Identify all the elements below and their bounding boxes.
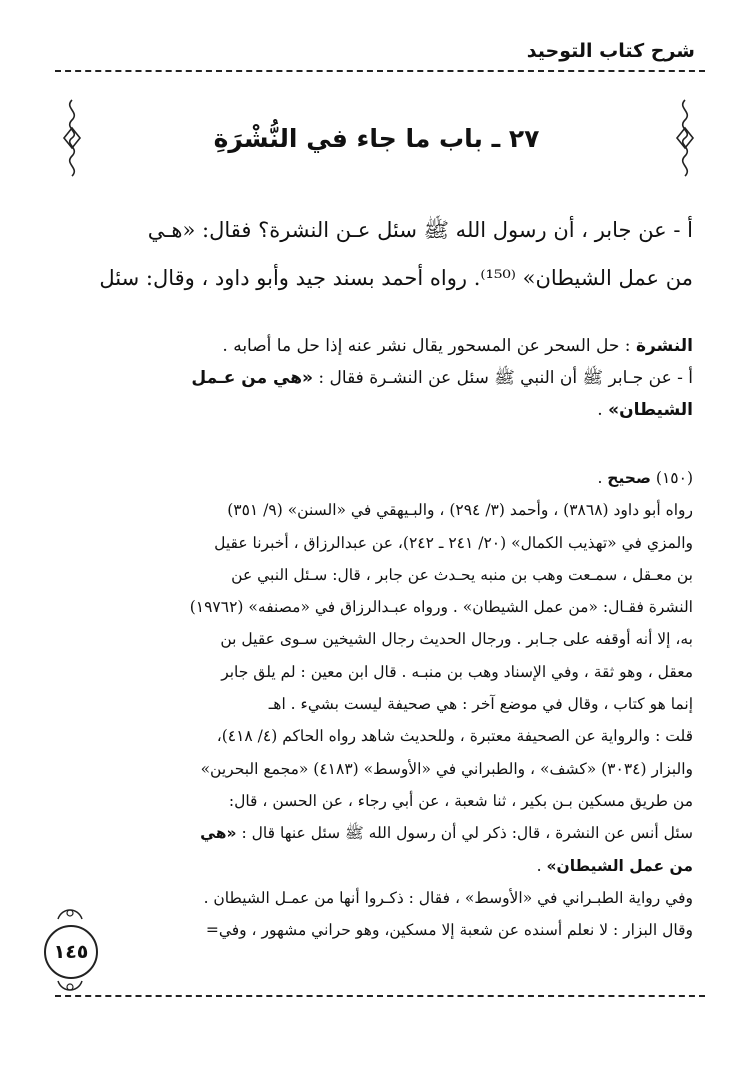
footnote-line: قلت : والرواية عن الصحيفة معتبرة ، وللحديث شاهد رواه الحاكم (٤/ ٤١٨)،	[216, 727, 693, 746]
page-number-badge	[38, 905, 102, 995]
footnote-line: والمزي في «تهذيب الكمال» (٢٠/ ٢٤١ ـ ٢٤٢)، عن عبدالرزاق ، أخبرنا عقيل	[214, 533, 693, 552]
commentary: النشرة : حل السحر عن المسحور يقال نشر عنه إذا حل ما أصابه . أ - عن جـابر ﷺ أن النبي ﷺ سئل عن النشـرة فقال : «هي من عـمل الشيطان» .	[191, 336, 693, 420]
running-title: شرح كتاب التوحيد	[526, 40, 695, 62]
footnote-block: (١٥٠) صحيح . رواه أبو داود (٣٨٦٨) ، وأحمد (٣/ ٢٩٤) ، والبـيهقي في «السنن» (٩/ ٣٥١) والمزي في «تهذيب الكمال» (٢٠/ ٢٤١ ـ ٢٤٢)، عن عبدالرزاق ، أخبرنا عقيل بن معـقل ، سمـعت وهب بن منبه يحـدث عن جابر ، قال: سـئل النبي عن النشرة فقـال: «من عمل الشيطان» . ورواه عبـدالرزاق في «مصنفه» (١٩٧٦٢) به، إلا أنه أوقفه على جـابر . ورجال الحديث رجال الشيخين سـوى عقيل بن معقل ، وهو ثقة ، وفي الإسناد وهب بن منبـه . قال ابن معين : لم يلق جابر إنما هو كتاب ، وقال في موضع آخر : هي صحيفة ليست بشيء . اهـ قلت : والرواية عن الصحيفة معتبرة ، وللحديث شاهد رواه الحاكم (٤/ ٤١٨)، والبزار (٣٠٣٤) «كشف» ، والطبراني في «الأوسط» (٤١٨٣) «مجمع البحرين» من طريق مسكين بـن بكير ، ثنا شعبة ، عن أبي رجاء ، عن الحسن ، قال: سئل أنس عن النشرة ، قال: ذكر لي أن رسول الله ﷺ سئل عنها قال : «هي من عمل الشيطان» . وفي رواية الطبـراني في «الأوسط» ، فقال : ذكـروا أنها من عمـل الشيطان . وقال البزار : لا نعلم أسنده عن شعبة إلا مسكين، وهو حراني مشهور ، وفي=	[53, 462, 693, 946]
footnote-line: وقال البزار : لا نعلم أسنده عن شعبة إلا مسكين، وهو حراني مشهور ، وفي=	[205, 921, 693, 940]
footnote-grade: صحيح	[607, 469, 651, 487]
hadith-line: من عمل الشيطان» ⁽¹⁵⁰⁾. رواه أحمد بسند جيد وأبو داود ، وقال: سئل	[99, 266, 693, 290]
footer-divider	[55, 995, 705, 997]
chapter-title: ٢٧ ـ باب ما جاء في النُّشْرَةِ	[213, 124, 540, 153]
footnote-line: وفي رواية الطبـراني في «الأوسط» ، فقال : ذكـروا أنها من عمـل الشيطان .	[203, 888, 693, 907]
commentary-bold: «هي من عـمل	[191, 368, 314, 388]
footnote-line: سئل أنس عن النشرة ، قال: ذكر لي أن رسول الله ﷺ سئل عنها قال :	[241, 824, 693, 843]
footnote-line: إنما هو كتاب ، وقال في موضع آخر : هي صحيفة ليست بشيء . اهـ	[268, 695, 693, 714]
footnote-line: والبزار (٣٠٣٤) «كشف» ، والطبراني في «الأوسط» (٤١٨٣) «مجمع البحرين»	[200, 759, 693, 778]
header-divider	[55, 70, 705, 72]
footnote-bold: من عمل الشيطان»	[546, 856, 693, 875]
footnote-line: بن معـقل ، سمـعت وهب بن منبه يحـدث عن جابر ، قال: سـئل النبي عن	[231, 565, 693, 584]
page-number: ١٤٥	[44, 925, 98, 979]
hadith-line: أ - عن جابر ، أن رسول الله ﷺ سئل عـن النشرة؟ فقال: «هـي	[147, 218, 693, 242]
footnote-line: معقل ، وهو ثقة ، وفي الإسناد وهب بن منبـه . قال ابن معين : لم يلق جابر	[221, 662, 693, 681]
term-definition: : حل السحر عن المسحور يقال نشر عنه إذا حل ما أصابه .	[222, 336, 631, 356]
hadith-text	[53, 206, 693, 302]
footnote-line: رواه أبو داود (٣٨٦٨) ، وأحمد (٣/ ٢٩٤) ، والبـيهقي في «السنن» (٩/ ٣٥١)	[227, 501, 693, 520]
term-label: النشرة	[635, 336, 693, 356]
footnote-line: النشرة فقـال: «من عمل الشيطان» . ورواه عبـدالرزاق في «مصنفه» (١٩٧٦٢)	[189, 598, 693, 617]
commentary-bold: الشيطان»	[608, 400, 693, 420]
footnote-line: به، إلا أنه أوقفه على جـابر . ورجال الحديث رجال الشيخين سـوى عقيل بن	[220, 630, 693, 649]
footnote-number: (١٥٠)	[655, 469, 693, 487]
commentary-line: أ - عن جـابر ﷺ أن النبي ﷺ سئل عن النشـرة فقال :	[318, 368, 693, 388]
footnote-line: من طريق مسكين بـن بكير ، ثنا شعبة ، عن أبي رجاء ، عن الحسن ، قال:	[228, 791, 693, 810]
